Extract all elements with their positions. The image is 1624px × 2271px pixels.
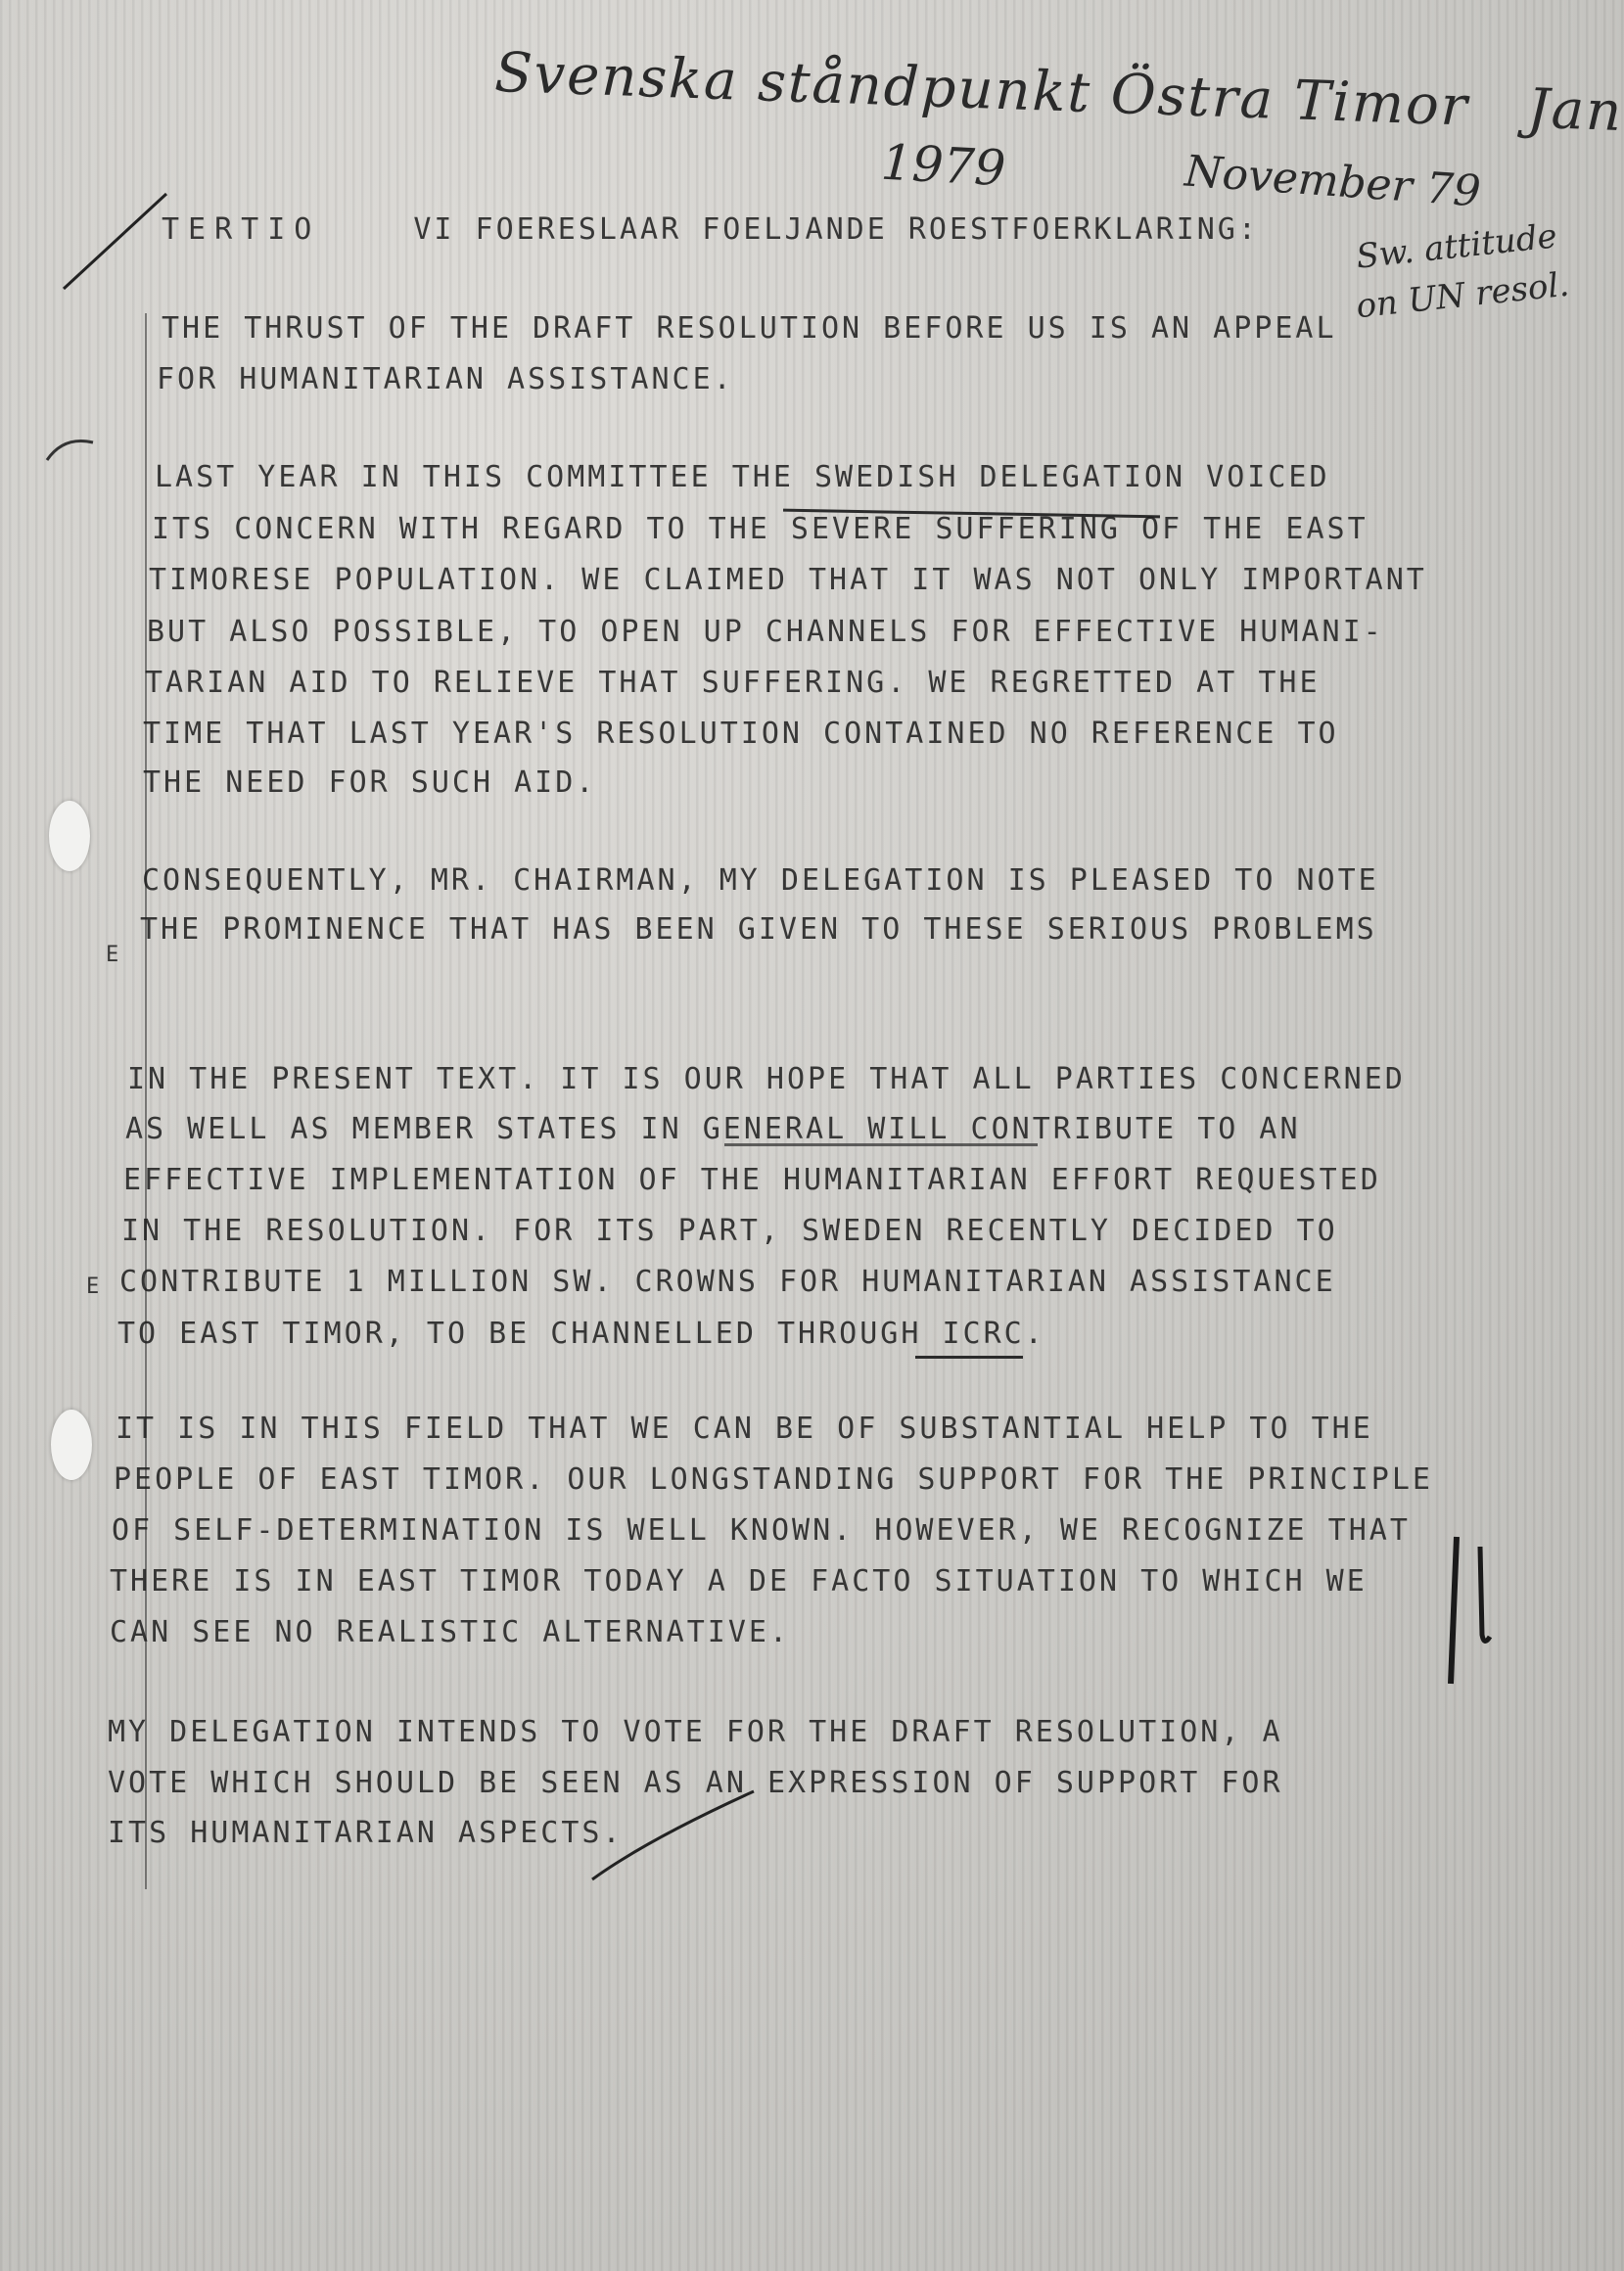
text-line: ITS HUMANITARIAN ASPECTS.: [108, 1816, 624, 1850]
text-line: EFFECTIVE IMPLEMENTATION OF THE HUMANITARIAN EFFORT REQUESTED: [123, 1163, 1381, 1197]
text-line: PEOPLE OF EAST TIMOR. OUR LONGSTANDING SUPPORT FOR THE PRINCIPLE: [114, 1462, 1433, 1497]
margin-marks-right: [1439, 1527, 1508, 1693]
handwritten-note-line-1: Sw. attitude: [1354, 216, 1559, 277]
text-line: CAN SEE NO REALISTIC ALTERNATIVE.: [110, 1615, 791, 1649]
text-line: OF SELF-DETERMINATION IS WELL KNOWN. HOWEVER, WE RECOGNIZE THAT: [112, 1513, 1411, 1548]
text-line: FOR HUMANITARIAN ASSISTANCE.: [157, 362, 734, 396]
text-line: TO EAST TIMOR, TO BE CHANNELLED THROUGH ICRC.: [117, 1317, 1045, 1351]
handwritten-note-line-2: on UN resol.: [1354, 264, 1571, 327]
header-text: VI FOERESLAAR FOELJANDE ROESTFOERKLARING:: [413, 212, 1259, 247]
pen-tick-left: [39, 431, 98, 470]
margin-mark-bottom: E: [86, 1275, 103, 1299]
text-line: THE PROMINENCE THAT HAS BEEN GIVEN TO THESE SERIOUS PROBLEMS: [140, 912, 1377, 947]
text-line: TIME THAT LAST YEAR'S RESOLUTION CONTAINED NO REFERENCE TO: [143, 717, 1339, 751]
text-line: ITS CONCERN WITH REGARD TO THE SEVERE SUFFERING OF THE EAST: [152, 512, 1369, 546]
handwritten-year: 1979: [879, 133, 1007, 198]
underline-icrc: [915, 1356, 1023, 1359]
text-line: TARIAN AID TO RELIEVE THAT SUFFERING. WE REGRETTED AT THE: [145, 666, 1321, 700]
text-line: AS WELL AS MEMBER STATES IN GENERAL WILL CONTRIBUTE TO AN: [125, 1112, 1301, 1146]
handwritten-title-tail: Jan: [1526, 76, 1624, 145]
text-line: IN THE PRESENT TEXT. IT IS OUR HOPE THAT ALL PARTIES CONCERNED: [127, 1062, 1406, 1096]
text-line: IN THE RESOLUTION. FOR ITS PART, SWEDEN RECENTLY DECIDED TO: [121, 1214, 1338, 1248]
text-line: MY DELEGATION INTENDS TO VOTE FOR THE DRAFT RESOLUTION, A: [108, 1715, 1283, 1749]
text-line: THE THRUST OF THE DRAFT RESOLUTION BEFORE US IS AN APPEAL: [162, 311, 1337, 346]
handwritten-date: November 79: [1183, 146, 1483, 217]
text-line: THERE IS IN EAST TIMOR TODAY A DE FACTO SITUATION TO WHICH WE: [110, 1564, 1368, 1599]
text-line: BUT ALSO POSSIBLE, TO OPEN UP CHANNELS FOR EFFECTIVE HUMANI-: [147, 615, 1384, 649]
text-line: THE NEED FOR SUCH AID.: [143, 765, 597, 800]
margin-mark-top: E: [106, 943, 122, 967]
punch-hole-top: [49, 801, 90, 871]
text-line: CONTRIBUTE 1 MILLION SW. CROWNS FOR HUMANITARIAN ASSISTANCE: [119, 1265, 1336, 1299]
header-line: [162, 212, 1259, 247]
text-line: IT IS IN THIS FIELD THAT WE CAN BE OF SUBSTANTIAL HELP TO THE: [116, 1412, 1373, 1446]
handwritten-title: [493, 41, 1624, 144]
punch-hole-bottom: [51, 1410, 92, 1480]
text-line: CONSEQUENTLY, MR. CHAIRMAN, MY DELEGATION IS PLEASED TO NOTE: [142, 863, 1379, 898]
header-label: TERTIO: [162, 212, 321, 247]
handwritten-title-text: Svenska ståndpunkt Östra Timor: [493, 40, 1470, 139]
left-margin-line: [145, 313, 147, 1889]
text-line: TIMORESE POPULATION. WE CLAIMED THAT IT WAS NOT ONLY IMPORTANT: [149, 563, 1427, 597]
text-line: VOTE WHICH SHOULD BE SEEN AS AN EXPRESSION OF SUPPORT FOR: [108, 1766, 1283, 1800]
text-line: LAST YEAR IN THIS COMMITTEE THE SWEDISH DELEGATION VOICED: [155, 460, 1330, 494]
pen-stroke-top-left: [59, 186, 176, 294]
